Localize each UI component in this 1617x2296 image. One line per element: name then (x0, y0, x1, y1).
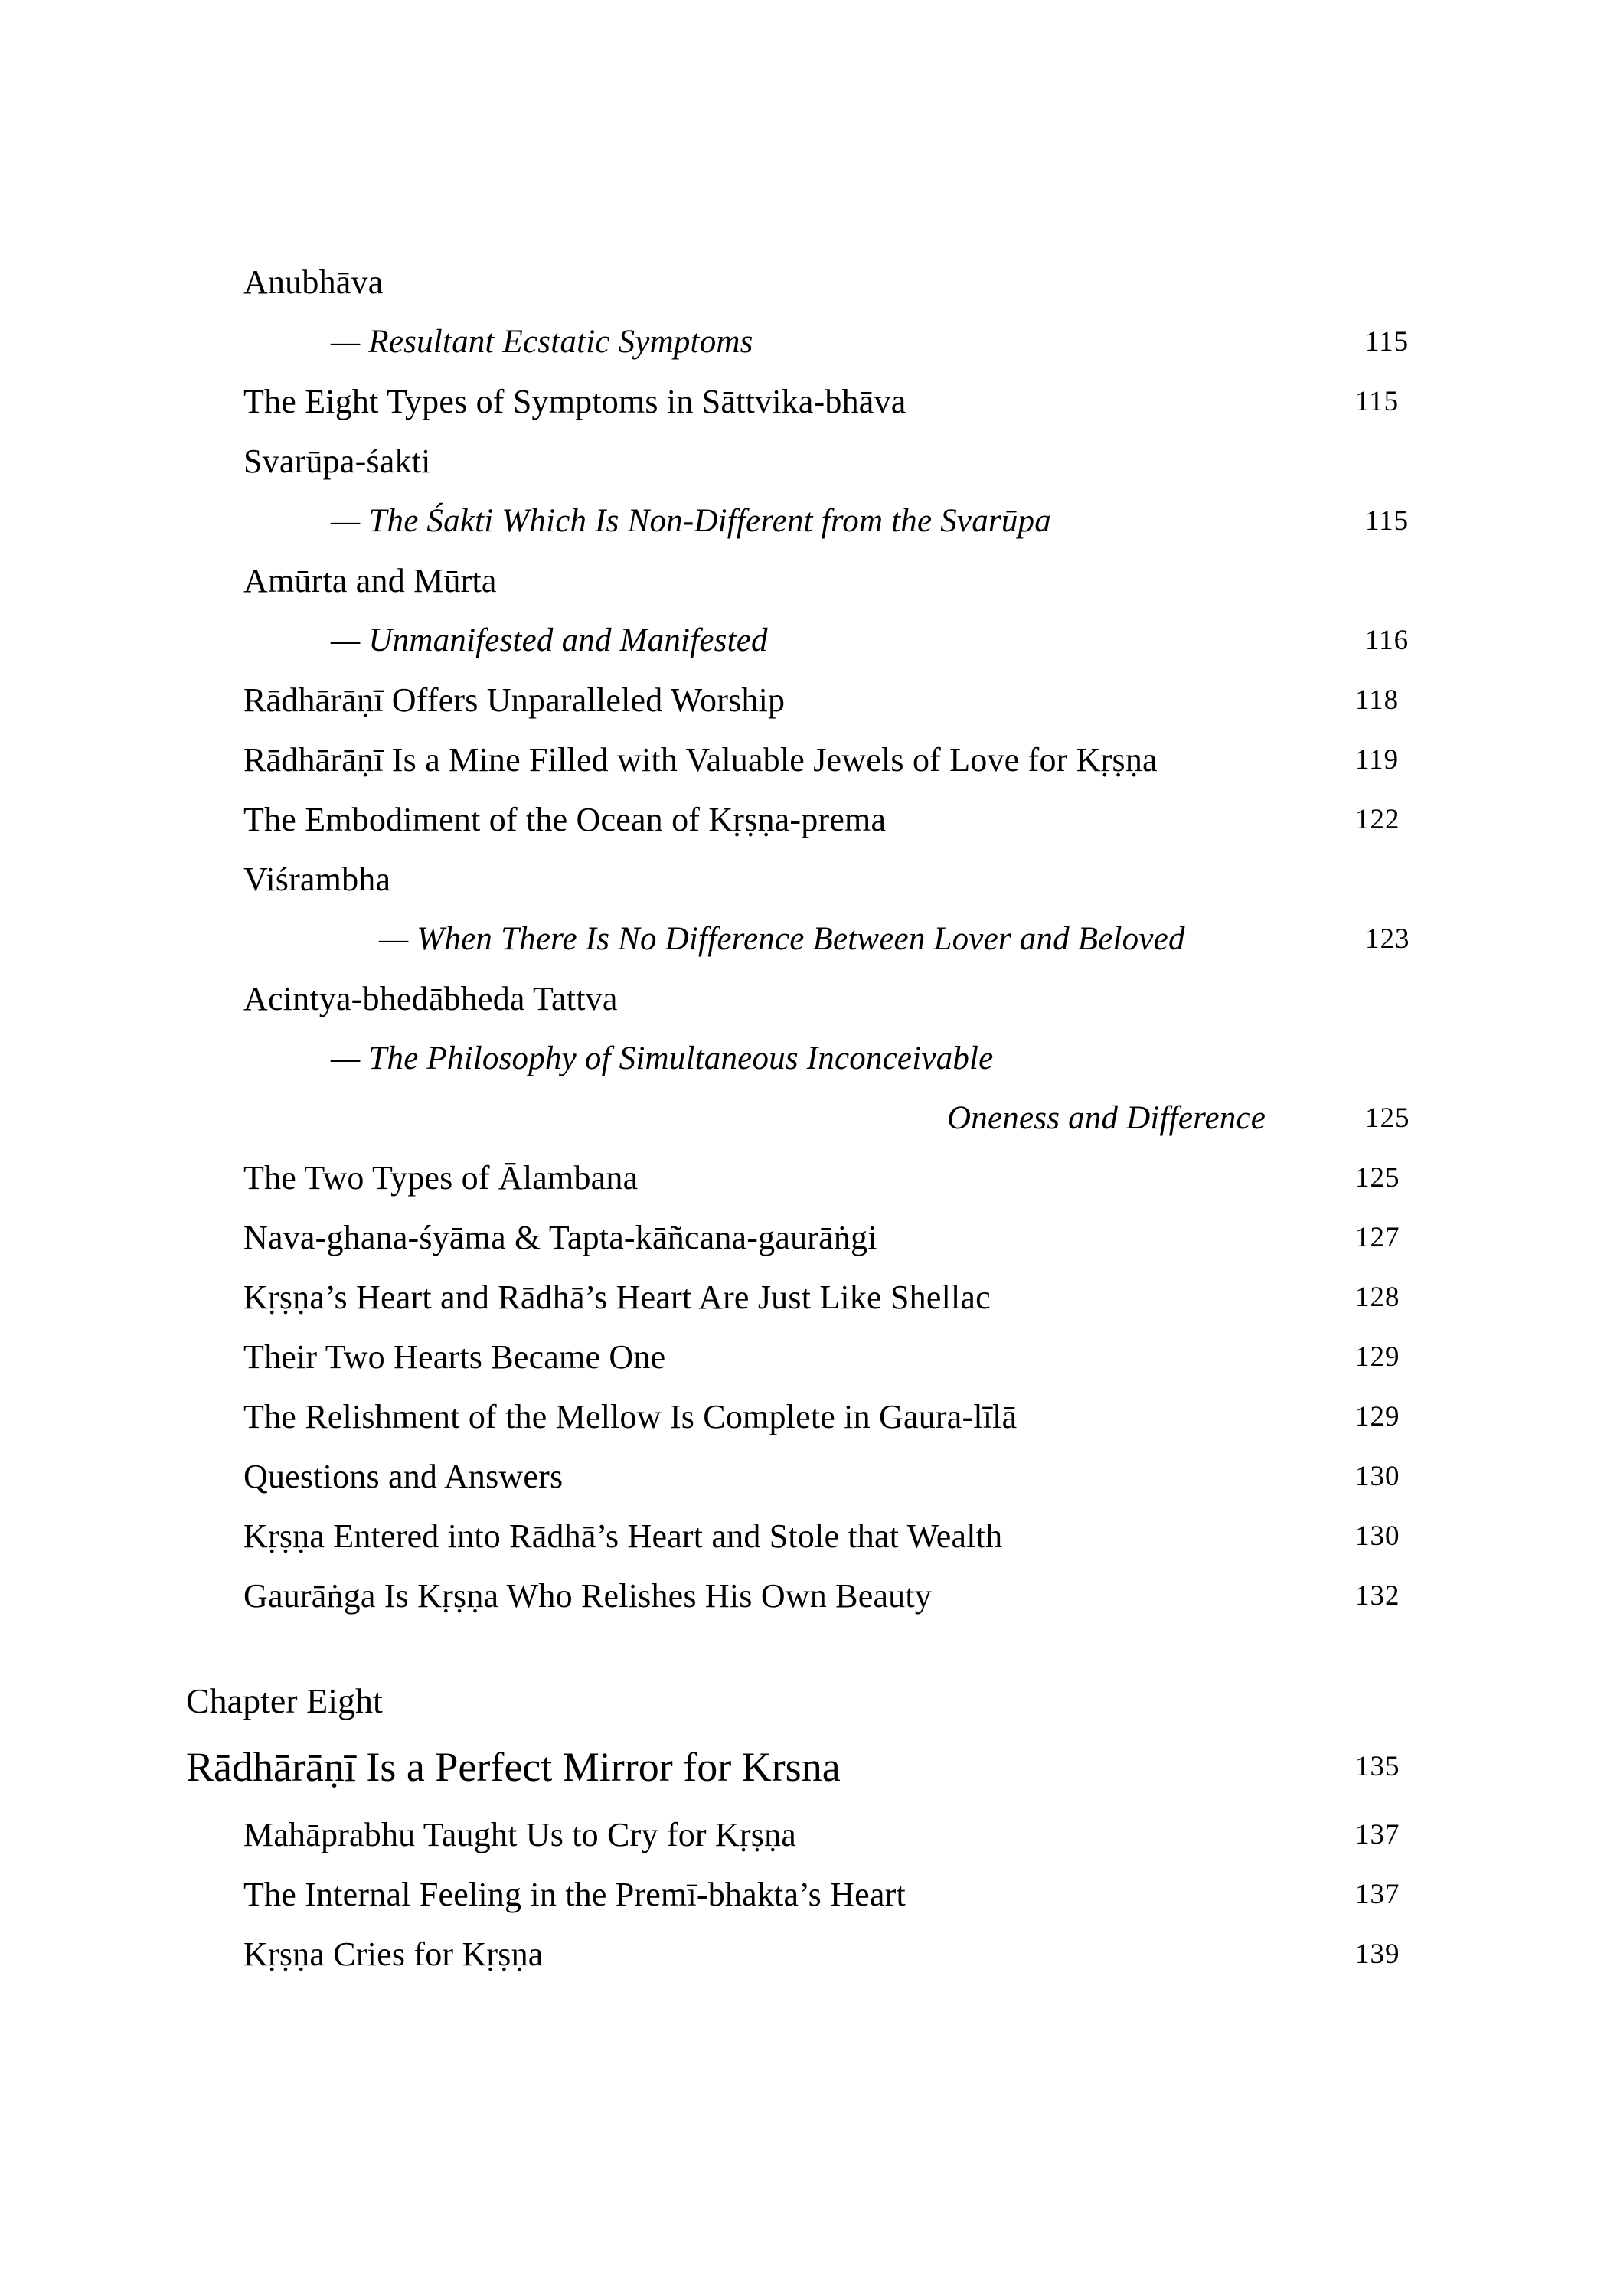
toc-entry-title: Anubhāva (243, 263, 384, 301)
toc-entry-title: Rādhārāṇī Offers Unparalleled Worship (243, 681, 786, 719)
toc-entry-title: Rādhārāṇī Is a Mine Filled with Valuable Jewels of Love for Kṛṣṇa (243, 741, 1158, 779)
toc-entry-title: Kṛṣṇa Entered into Rādhā’s Heart and Stole that Wealth (243, 1517, 1003, 1555)
chapter-page-number: 135 (1355, 1751, 1400, 1782)
toc-entry-page-number: 137 (1355, 1819, 1400, 1850)
toc-entry-7[interactable] (186, 671, 1488, 730)
toc-entry-title: Nava-ghana-śyāma & Tapta-kāñcana-gaurāṅgi (243, 1219, 877, 1256)
toc-entry-title: Kṛṣṇa’s Heart and Rādhā’s Heart Are Just Like Shellac (243, 1279, 991, 1316)
toc-entry-12[interactable] (186, 969, 1488, 1029)
chapter-label: Chapter Eight (186, 1681, 383, 1720)
toc-entry-page-number: 118 (1355, 684, 1400, 716)
toc-entry-page-number: 130 (1355, 1520, 1400, 1552)
chapter-block (186, 1671, 1488, 1984)
toc-entry-title: Kṛṣṇa Cries for Kṛṣṇa (243, 1935, 544, 1973)
toc-entry-title: — The Philosophy of Simultaneous Inconceivable (331, 1040, 994, 1076)
toc-entry-8[interactable] (186, 730, 1488, 790)
toc-entry-5[interactable] (186, 551, 1488, 611)
chapter-title-row[interactable] (186, 1732, 1488, 1802)
chapter-subentry-1[interactable] (186, 1865, 1488, 1925)
toc-entry-page-number: 129 (1355, 1401, 1400, 1432)
toc-entry-title: The Two Types of Ālambana (243, 1159, 639, 1197)
toc-entry-title: — The Śakti Which Is Non-Different from the Svarūpa (331, 503, 1051, 539)
chapter-subentry-2[interactable] (186, 1925, 1488, 1984)
toc-entry-title: The Relishment of the Mellow Is Complete in Gaura-līlā (243, 1398, 1018, 1435)
toc-entry-22[interactable] (186, 1566, 1488, 1626)
toc-entry-title: — Unmanifested and Manifested (331, 622, 768, 658)
toc-entry-list (186, 253, 1488, 1984)
toc-entry-title: Amūrta and Mūrta (243, 562, 497, 599)
toc-entry-15[interactable] (186, 1148, 1488, 1208)
toc-entry-2[interactable] (186, 372, 1488, 432)
toc-entry-page-number: 132 (1355, 1580, 1400, 1612)
toc-entry-page-number: 127 (1355, 1222, 1400, 1253)
toc-entry-18[interactable] (186, 1328, 1488, 1387)
toc-entry-page-number: 137 (1355, 1879, 1400, 1910)
toc-entry-title: Their Two Hearts Became One (243, 1338, 666, 1376)
toc-entry-title: Questions and Answers (243, 1458, 564, 1495)
toc-entry-title: Svarūpa-śakti (243, 443, 431, 480)
toc-entry-3[interactable] (186, 432, 1488, 492)
toc-entry-page-number: 119 (1355, 744, 1400, 776)
toc-entry-title: — When There Is No Difference Between Lover and Beloved (379, 921, 1185, 957)
toc-entry-17[interactable] (186, 1268, 1488, 1328)
toc-entry-14[interactable] (186, 1089, 1488, 1148)
toc-entry-title: Acintya-bhedābheda Tattva (243, 980, 618, 1017)
toc-entry-page-number: 125 (1365, 1102, 1410, 1134)
toc-entry-6[interactable] (186, 611, 1488, 671)
toc-entry-page-number: 130 (1355, 1461, 1400, 1492)
toc-entry-page-number: 115 (1365, 505, 1410, 537)
toc-entry-10[interactable] (186, 850, 1488, 910)
chapter-subentry-list (186, 1805, 1488, 1984)
toc-entry-title: The Internal Feeling in the Premī-bhakta’s Heart (243, 1876, 906, 1913)
toc-entry-title: Oneness and Difference (947, 1100, 1266, 1136)
toc-entry-title: The Embodiment of the Ocean of Kṛṣṇa-prema (243, 801, 887, 838)
toc-entry-9[interactable] (186, 790, 1488, 850)
toc-entry-page-number: 139 (1355, 1938, 1400, 1970)
toc-entry-21[interactable] (186, 1507, 1488, 1566)
toc-entry-title: The Eight Types of Symptoms in Sāttvika-bhāva (243, 383, 906, 420)
toc-entry-page-number: 128 (1355, 1282, 1400, 1313)
toc-entry-page-number: 122 (1355, 804, 1400, 835)
chapter-title: Rādhārāṇī Is a Perfect Mirror for Krsna (186, 1744, 841, 1790)
toc-entry-page-number: 115 (1355, 386, 1400, 417)
toc-entry-page-number: 115 (1365, 326, 1410, 358)
toc-entry-title: Mahāprabhu Taught Us to Cry for Kṛṣṇa (243, 1816, 797, 1853)
toc-entry-page-number: 116 (1365, 625, 1410, 656)
toc-entry-page-number: 129 (1355, 1341, 1400, 1373)
toc-entry-page-number: 123 (1365, 923, 1410, 955)
toc-entry-title: — Resultant Ecstatic Symptoms (331, 324, 753, 360)
toc-entry-page-number: 125 (1355, 1162, 1400, 1194)
toc-entry-13[interactable] (186, 1029, 1488, 1089)
toc-entry-0[interactable] (186, 253, 1488, 312)
toc-entry-11[interactable] (186, 910, 1488, 969)
chapter-subentry-0[interactable] (186, 1805, 1488, 1865)
toc-entry-20[interactable] (186, 1447, 1488, 1507)
toc-entry-1[interactable] (186, 312, 1488, 372)
toc-entry-title: Gaurāṅga Is Kṛṣṇa Who Relishes His Own Beauty (243, 1577, 933, 1615)
toc-entry-title: Viśrambha (243, 861, 391, 898)
toc-entry-4[interactable] (186, 492, 1488, 551)
toc-entry-16[interactable] (186, 1208, 1488, 1268)
toc-entry-19[interactable] (186, 1387, 1488, 1447)
